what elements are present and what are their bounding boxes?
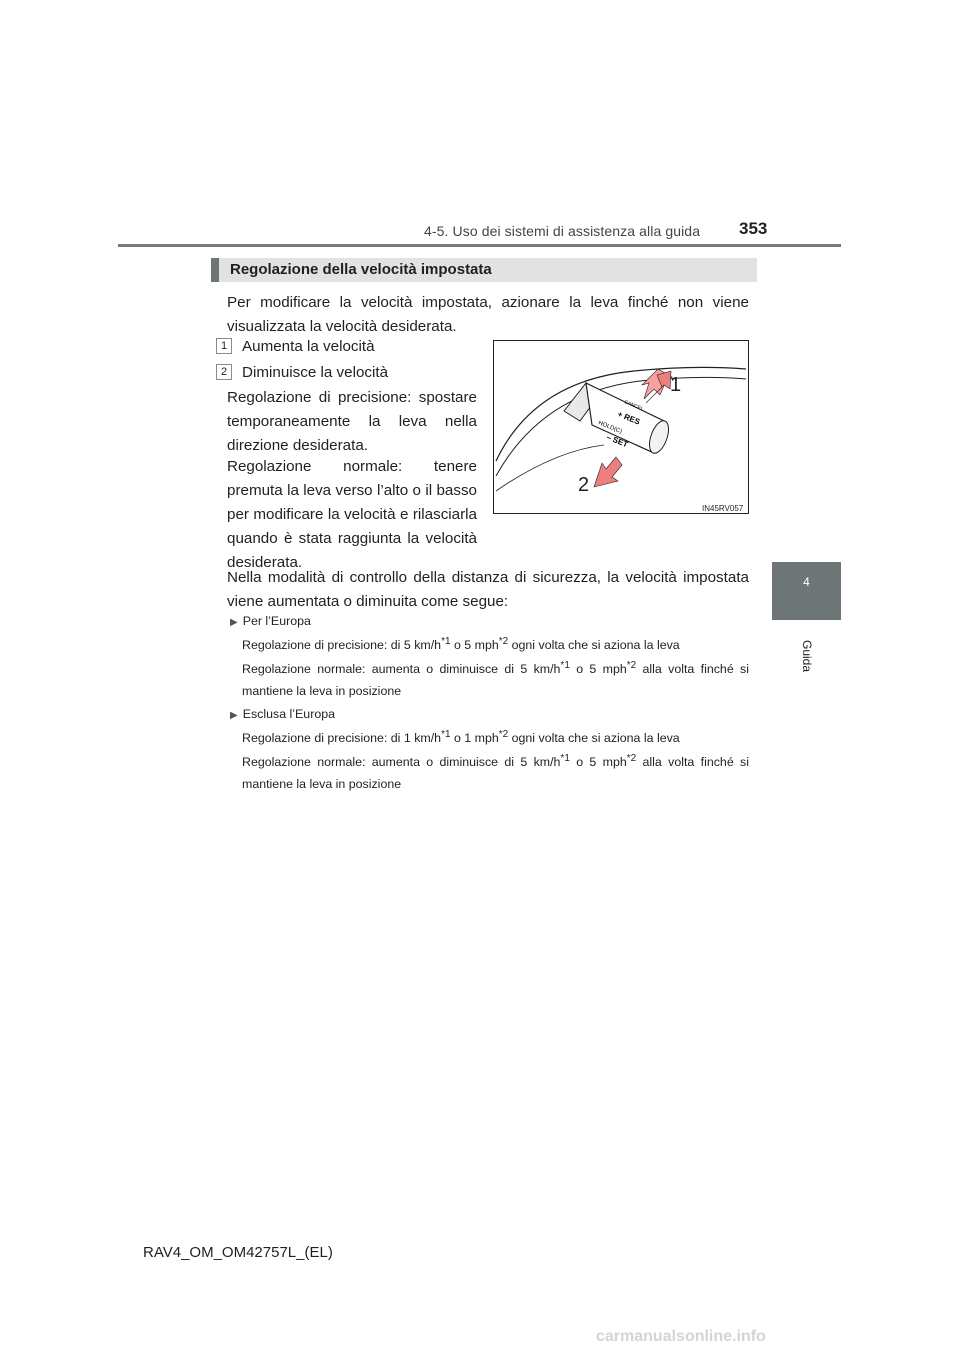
- distance-mode-paragraph: Nella modalità di controllo della distanza di sicurezza, la velocità impostata viene aumentata o diminuita come segue:: [227, 569, 749, 610]
- lever-illustration: [493, 340, 749, 514]
- watermark: carmanualsonline.info: [596, 1328, 766, 1345]
- bullet-triangle-icon: ▶: [230, 617, 238, 628]
- chapter-tab-label: Guida: [800, 640, 814, 673]
- fine-adjust-paragraph: Regolazione di precisione: spostare temporaneamente la leva nella direzione desiderata.: [227, 389, 477, 454]
- item-text-2: Diminuisce la velocità: [242, 364, 389, 381]
- section-title: Regolazione della velocità impostata: [230, 261, 492, 278]
- illustration-code: IN45RV057: [702, 504, 744, 513]
- chapter-tab: [772, 562, 841, 620]
- section-header: 4-5. Uso dei sistemi di assistenza alla guida: [424, 223, 701, 239]
- lever-hold-label: HOLD(C): [597, 420, 623, 436]
- lever-drawing: [494, 341, 748, 513]
- region-non-europe-label: Esclusa l’Europa: [242, 707, 335, 721]
- document-code: RAV4_OM_OM42757L_(EL): [143, 1244, 333, 1261]
- bullet-triangle-icon: ▶: [230, 710, 238, 721]
- lever-res-label: + RES: [616, 409, 642, 427]
- callout-2: 2: [578, 474, 590, 496]
- region-europe-normal: Regolazione normale: aumenta o diminuisce di 5 $km/h^{*1}$ o 5 mph$^{*2}$ alla volta finché si mantiene la leva in posizione: [242, 659, 749, 698]
- item-number-1: 1: [216, 338, 232, 354]
- chapter-tab-number: 4: [803, 575, 810, 589]
- region-europe-fine: Regolazione di precisione: di 5 $km/h^{*1}$ o 5 mph$^{*2}$ ogni volta che si aziona la leva: [242, 635, 680, 652]
- header-divider: [118, 244, 841, 247]
- region-europe: [230, 614, 311, 628]
- region-non-europe: [230, 707, 335, 721]
- lever-set-label: – SET: [605, 432, 630, 450]
- item-number-2: 2: [216, 364, 232, 380]
- region-non-europe-fine: Regolazione di precisione: di 1 $km/h^{*1}$ o 1 mph$^{*2}$ ogni volta che si aziona la leva: [242, 728, 680, 745]
- section-title-bar: [211, 258, 757, 282]
- item-text-1: Aumenta la velocità: [242, 338, 375, 355]
- region-non-europe-normal: Regolazione normale: aumenta o diminuisce di 5 $km/h^{*1}$ o 5 mph$^{*2}$ alla volta finché si mantiene la leva in posizione: [242, 752, 749, 791]
- region-europe-label: Per l’Europa: [242, 614, 311, 628]
- intro-paragraph: Per modificare la velocità impostata, azionare la leva finché non viene visualizzata la velocità desiderata.: [227, 294, 749, 335]
- lever-cancel-label: CANCEL: [623, 399, 645, 413]
- page-number: 353: [739, 219, 768, 238]
- callout-1: 1: [670, 374, 682, 396]
- normal-adjust-paragraph: Regolazione normale: tenere premuta la leva verso l’alto o il basso per modificare la velocità e rilasciarla quando è stata raggiunta la velocità desiderata.: [227, 458, 477, 571]
